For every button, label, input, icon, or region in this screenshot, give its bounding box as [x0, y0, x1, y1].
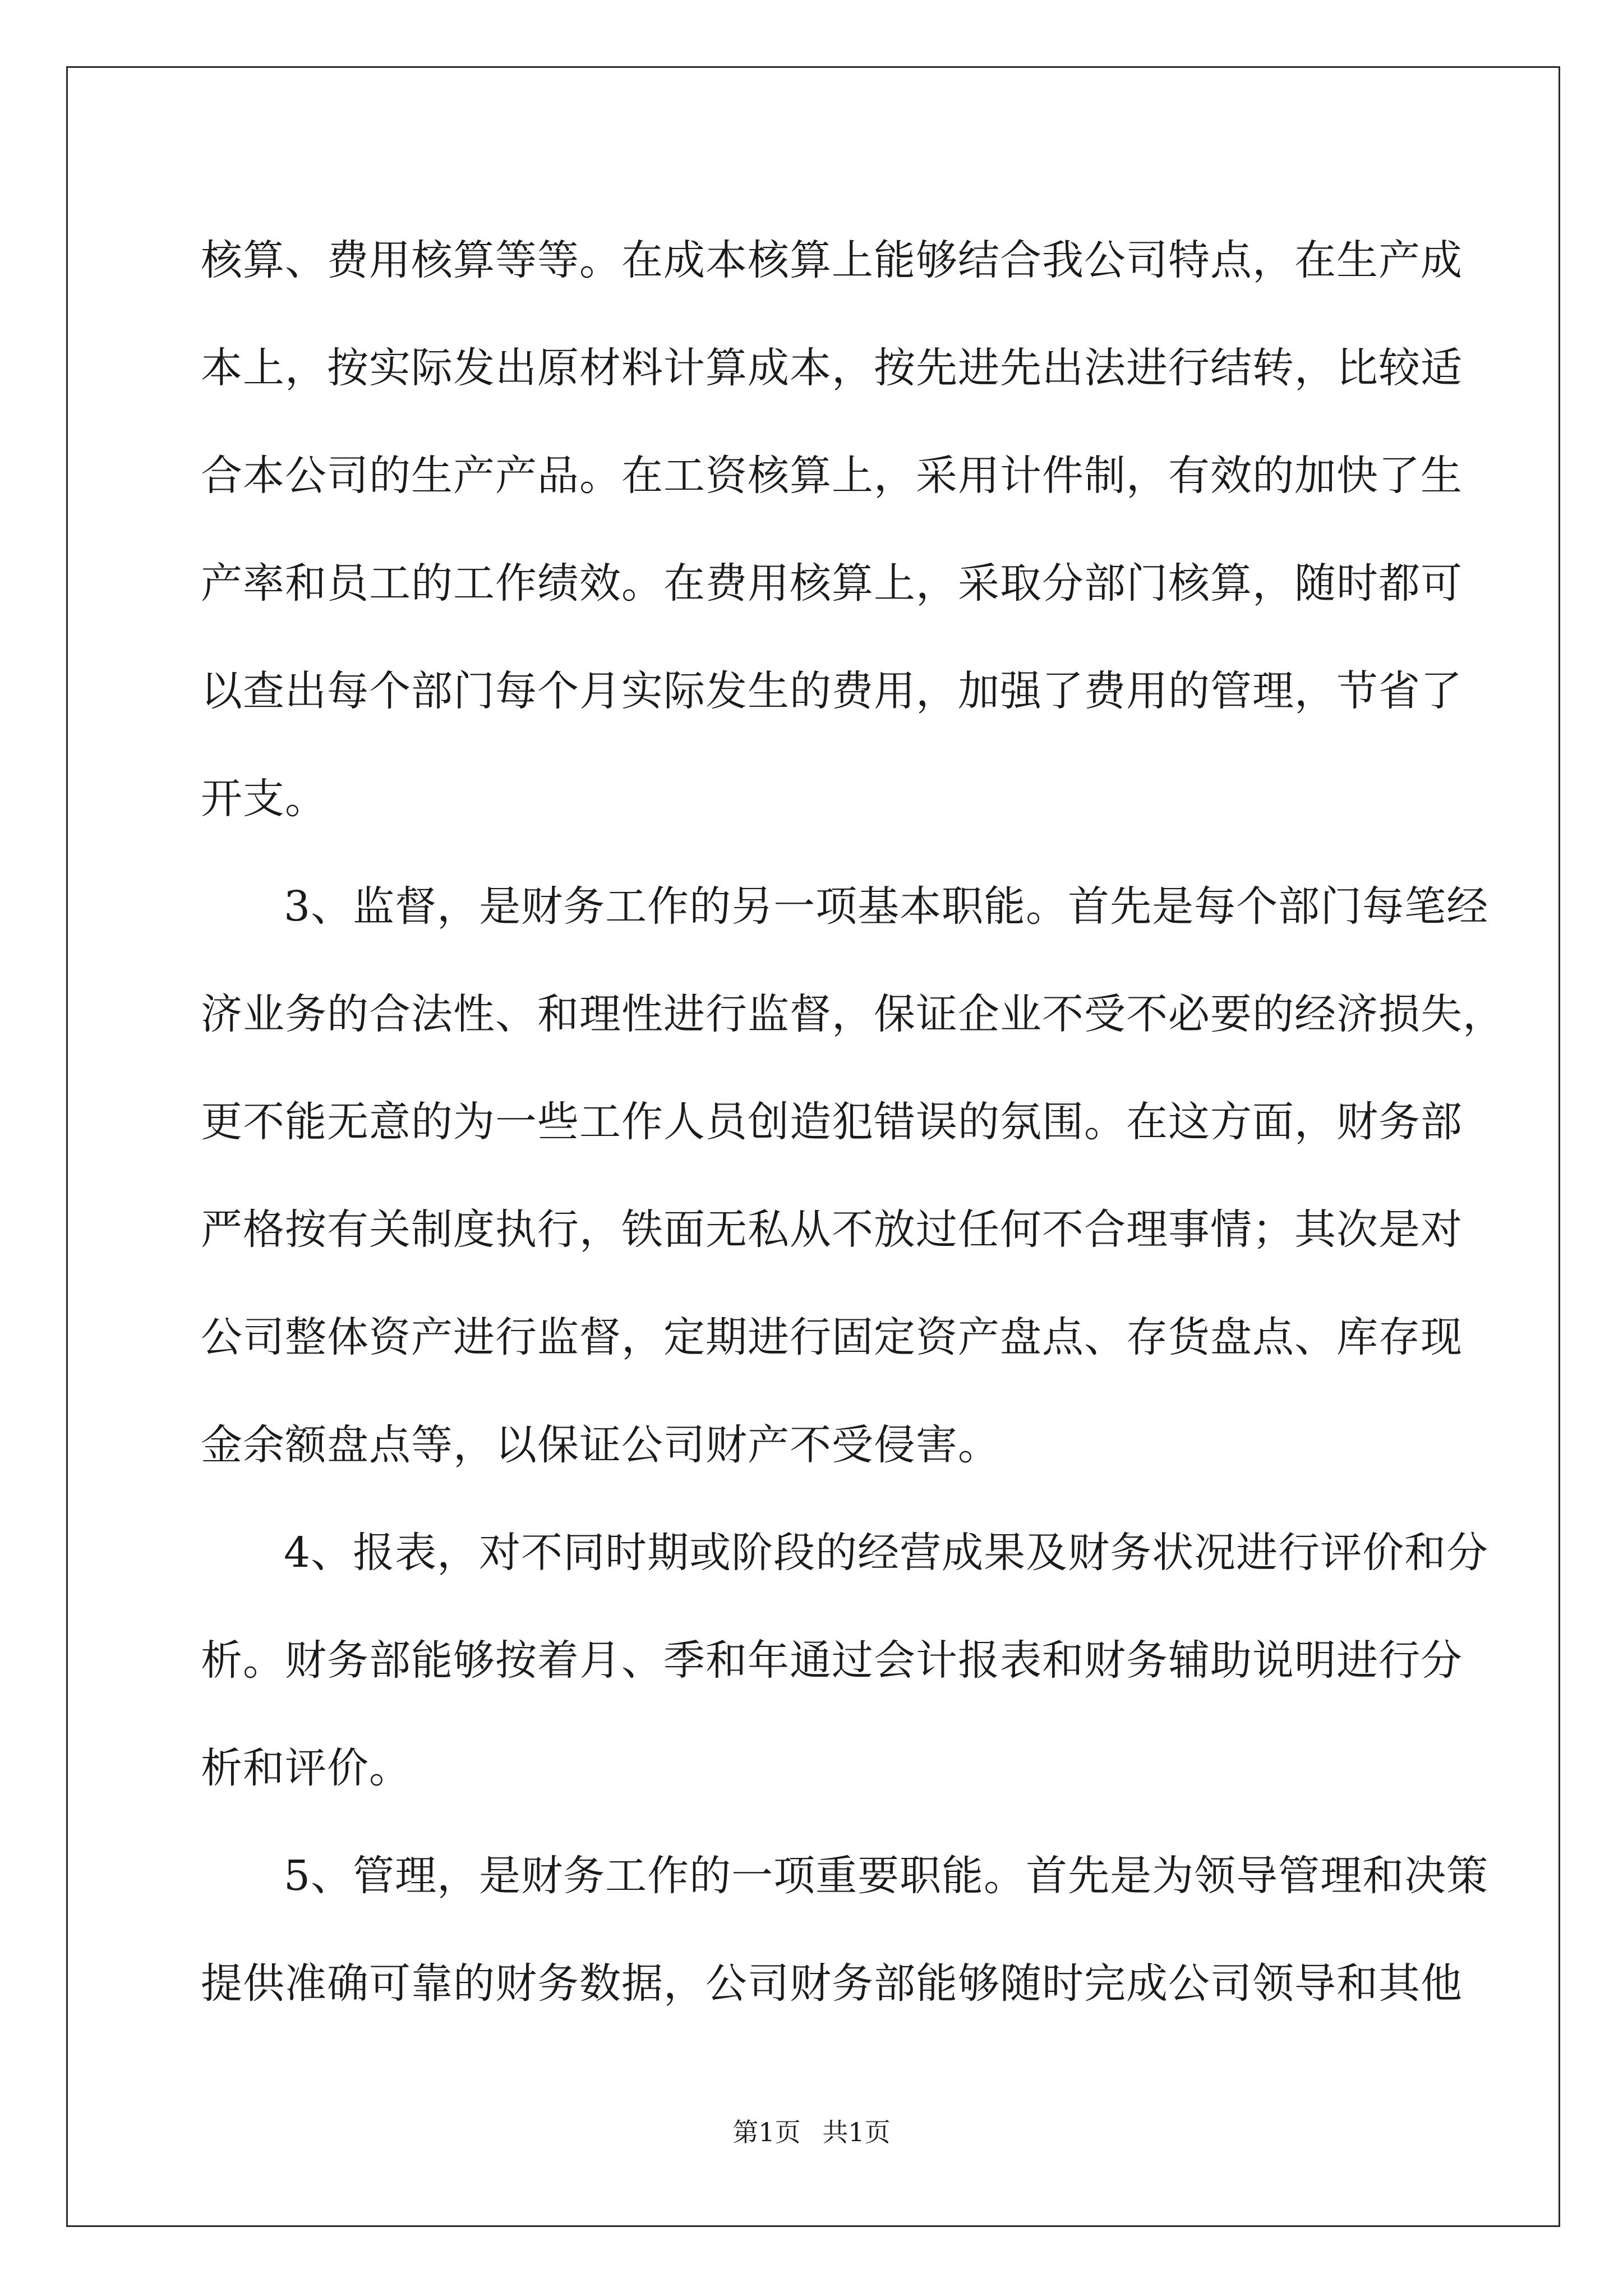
text-line: 严格按有关制度执行，铁面无私从不放过任何不合理事情；其次是对: [201, 1205, 1463, 1254]
text-line: 以查出每个部门每个月实际发生的费用，加强了费用的管理，节省了: [201, 667, 1463, 715]
text-line: 产率和员工的工作绩效。在费用核算上，采取分部门核算，随时都可: [201, 559, 1463, 608]
text-line: 合本公司的生产产品。在工资核算上，采用计件制，有效的加快了生: [201, 452, 1463, 500]
text-line: 析和评价。: [201, 1744, 411, 1792]
page-number: 第1页: [732, 2117, 801, 2147]
paragraph-first-line: 5、管理，是财务工作的一项重要职能。首先是为领导管理和决策: [284, 1852, 1489, 1900]
text-line: 金余额盘点等，以保证公司财产不受侵害。: [201, 1421, 1000, 1469]
page-footer: [0, 2112, 1623, 2149]
text-line: 核算、费用核算等等。在成本核算上能够结合我公司特点，在生产成: [201, 236, 1463, 284]
paragraph-first-line: 3、监督，是财务工作的另一项基本职能。首先是每个部门每笔经: [284, 882, 1489, 931]
paragraph-first-line: 4、报表，对不同时期或阶段的经营成果及财务状况进行评价和分: [284, 1529, 1489, 1577]
text-line: 更不能无意的为一些工作人员创造犯错误的氛围。在这方面，财务部: [201, 1098, 1463, 1146]
text-line: 开支。: [201, 775, 327, 823]
text-line: 析。财务部能够按着月、季和年通过会计报表和财务辅助说明进行分: [201, 1636, 1463, 1685]
document-body: [201, 206, 1505, 2037]
text-line: 济业务的合法性、和理性进行监督，保证企业不受不必要的经济损失，: [201, 990, 1505, 1038]
text-line: 本上，按实际发出原材料计算成本，按先进先出法进行结转，比较适: [201, 344, 1463, 392]
text-line: 提供准确可靠的财务数据，公司财务部能够随时完成公司领导和其他: [201, 1959, 1463, 2008]
page-total: 共1页: [822, 2117, 891, 2147]
text-line: 公司整体资产进行监督，定期进行固定资产盘点、存货盘点、库存现: [201, 1313, 1463, 1361]
